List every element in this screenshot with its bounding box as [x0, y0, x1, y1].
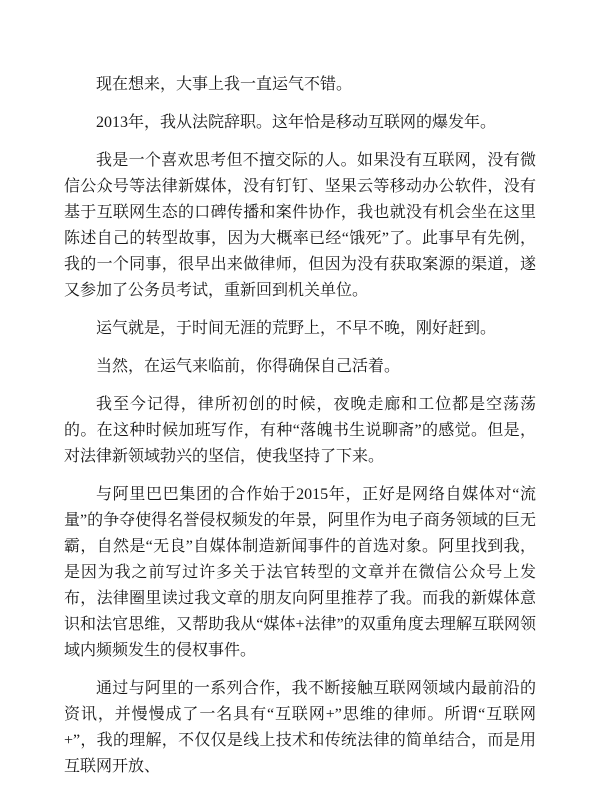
paragraph: 2013年，我从法院辞职。这年恰是移动互联网的爆发年。 [96, 114, 497, 131]
paragraph: 运气就是，于时间无涯的荒野上，不早不晚，刚好赶到。 [96, 320, 497, 337]
paragraph: 与阿里巴巴集团的合作始于2015年，正好是网络自媒体对“流量”的争夺使得名誉侵权频发的年景，阿里作为电子商务领域的巨无霸，自然是“无良”自媒体制造新闻事件的首选对象。阿里找到我，是因为我之前写过许多关于法官转型的文章并在微信公众号上发布，法律圈里读过我文章的朋友向阿里推荐了我。而我的新媒体意识和法官思维，又帮助我从“媒体+法律”的双重角度去理解互联网领域内频频发生的侵权事件。 [64, 486, 536, 659]
paragraph: 通过与阿里的一系列合作，我不断接触互联网领域内最前沿的资讯，并慢慢成了一名具有“互联网+”思维的律师。所谓“互联网+”，我的理解，不仅仅是线上技术和传统法律的简单结合，而是用互联网开放、 [64, 680, 536, 775]
paragraph: 我是一个喜欢思考但不擅交际的人。如果没有互联网，没有微信公众号等法律新媒体，没有钉钉、坚果云等移动办公软件，没有基于互联网生态的口碑传播和案件协作，我也就没有机会坐在这里陈述自己的转型故事，因为大概率已经“饿死”了。此事早有先例，我的一个同事，很早出来做律师，但因为没有获取案源的渠道，遂又参加了公务员考试，重新回到机关单位。 [64, 152, 536, 299]
paragraph: 当然，在运气来临前，你得确保自己活着。 [96, 358, 401, 375]
paragraph: 现在想来，大事上我一直运气不错。 [96, 76, 353, 93]
paragraph: 我至今记得，律所初创的时候，夜晚走廊和工位都是空荡荡的。在这种时候加班写作，有种“落魄书生说聊斋”的感觉。但是，对法律新领域勃兴的坚信，使我坚持了下来。 [64, 396, 536, 465]
